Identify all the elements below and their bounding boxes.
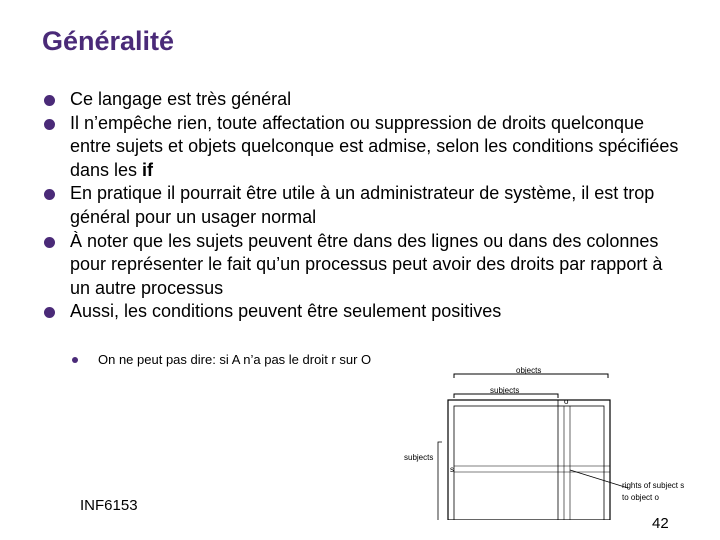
bullet-item — [44, 88, 684, 112]
matrix-inner — [454, 406, 604, 520]
annotation-line-2: to object o — [622, 493, 659, 502]
access-matrix-diagram — [398, 360, 698, 520]
bullet-dot-icon — [44, 307, 55, 318]
pointer-arrow — [570, 470, 628, 488]
bullet-dot-icon — [44, 189, 55, 200]
row-s-label: s — [450, 465, 454, 474]
objects-label: objects — [516, 366, 542, 375]
bullet-item — [44, 182, 684, 229]
slide-title: Généralité — [42, 26, 175, 56]
bullet-text: À noter que les sujets peuvent être dans des lignes ou dans des colonnes pour représenter le fait qu’un processus peut avoir des droits par rapport à un autre processus — [70, 230, 663, 298]
matrix-outer — [448, 400, 610, 520]
subjects-left-label: subjects — [404, 453, 434, 462]
bullet-dot-icon — [44, 95, 55, 106]
subjects-top-label: subjects — [490, 386, 520, 395]
bullet-text: En pratique il pourrait être utile à un administrateur de système, il est trop général pour un usager normal — [70, 183, 655, 227]
bullet-item — [44, 300, 684, 324]
bullet-text: Ce langage est très général — [70, 89, 292, 109]
annotation-line-1: rights of subject s — [622, 481, 685, 490]
bullet-list — [44, 88, 684, 324]
bullet-text: Aussi, les conditions peuvent être seulement positives — [70, 301, 502, 322]
bullet-item — [44, 230, 684, 301]
sub-bullet-dot-icon — [72, 357, 78, 363]
bullet-item — [44, 112, 684, 183]
subjects-left-brace — [438, 442, 442, 520]
page-number: 42 — [652, 515, 669, 532]
bullet-text: Il n’empêche rien, toute affectation ou suppression de droits quelconque entre sujets et objets quelconque est admise, selon les conditions spécifiées dans les — [70, 112, 679, 180]
column-o-label: o — [564, 397, 569, 406]
bullet-bold-keyword: if — [142, 159, 154, 180]
bullet-dot-icon — [44, 237, 55, 248]
footer-course-code: INF6153 — [80, 497, 138, 514]
bullet-dot-icon — [44, 119, 55, 130]
sub-bullet-text: On ne peut pas dire: si A n’a pas le droit r sur O — [98, 352, 372, 367]
sub-bullet-item — [72, 352, 371, 367]
